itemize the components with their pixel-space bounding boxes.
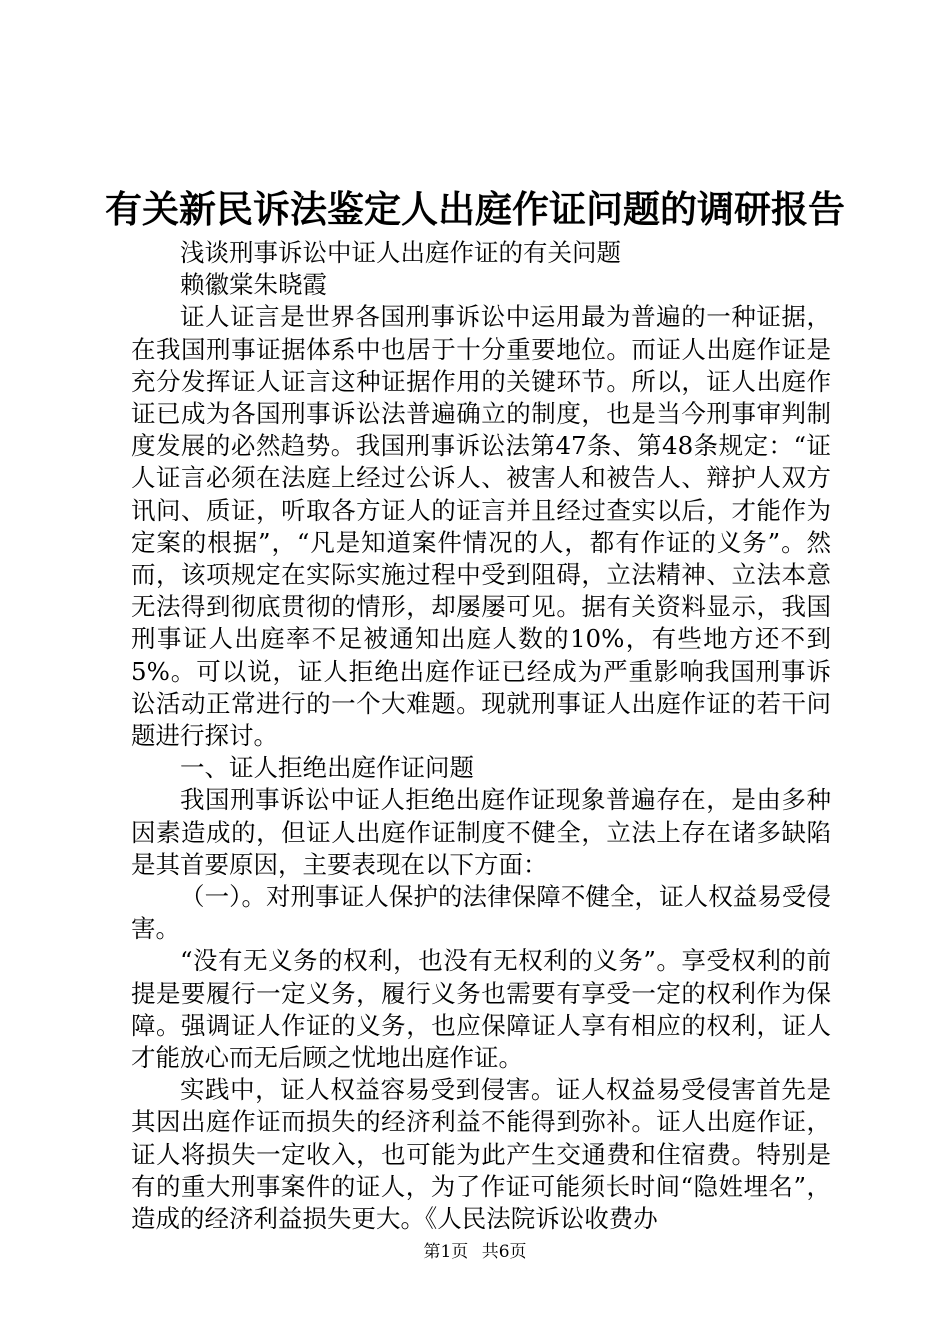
section-heading: 一、证人拒绝出庭作证问题 bbox=[180, 753, 474, 783]
authors: 赖徽棠朱晓霞 bbox=[180, 270, 327, 300]
subsection-heading: （一）。对刑事证人保护的法律保障不健全，证人权益易受侵害。 bbox=[131, 882, 831, 944]
paragraph: 证人证言是世界各国刑事诉讼中运用最为普遍的一种证据，在我国刑事证据体系中也居于十分重要地位。而证人出庭作证是充分发挥证人证言这种证据作用的关键环节。所以，证人出庭作证已成为各国刑事诉讼法普遍确立的制度，也是当今刑事审判制度发展的必然趋势。我国刑事诉讼法第47条、第48条规定：“证人证言必须在法庭上经过公诉人、被害人和被告人、辩护人双方讯问、质证，听取各方证人的证言并且经过查实以后，才能作为定案的根据”，“凡是知道案件情况的人，都有作证的义务”。然而，该项规定在实际实施过程中受到阻碍，立法精神、立法本意无法得到彻底贯彻的情形，却屡屡可见。据有关资料显示，我国刑事证人出庭率不足被通知出庭人数的10%，有些地方还不到5%。可以说，证人拒绝出庭作证已经成为严重影响我国刑事诉讼活动正常进行的一个大难题。现就刑事证人出庭作证的若干问题进行探讨。 bbox=[131, 302, 831, 751]
subtitle: 浅谈刑事诉讼中证人出庭作证的有关问题 bbox=[180, 238, 621, 267]
page-footer bbox=[0, 1240, 950, 1264]
paragraph: 实践中，证人权益容易受到侵害。证人权益易受侵害首先是其因出庭作证而损失的经济利益不能得到弥补。证人出庭作证，证人将损失一定收入，也可能为此产生交通费和住宿费。特别是有的重大刑事案件的证人，为了作证可能须长时间“隐姓埋名”，造成的经济利益损失更大。《人民法院诉讼收费办 bbox=[131, 1075, 831, 1234]
page-total: 共6页 bbox=[481, 1242, 527, 1262]
page-number: 第1页 bbox=[423, 1242, 469, 1262]
document-body bbox=[131, 237, 831, 1235]
paragraph: 我国刑事诉讼中证人拒绝出庭作证现象普遍存在，是由多种因素造成的，但证人出庭作证制度不健全，立法上存在诸多缺陷是其首要原因，主要表现在以下方面： bbox=[131, 785, 831, 879]
paragraph: “没有无义务的权利，也没有无权利的义务”。享受权利的前提是要履行一定义务，履行义务也需要有享受一定的权利作为保障。强调证人作证的义务，也应保障证人享有相应的权利，证人才能放心而无后顾之忧地出庭作证。 bbox=[131, 946, 831, 1073]
document-title: 有关新民诉法鉴定人出庭作证问题的调研报告 bbox=[105, 187, 845, 231]
